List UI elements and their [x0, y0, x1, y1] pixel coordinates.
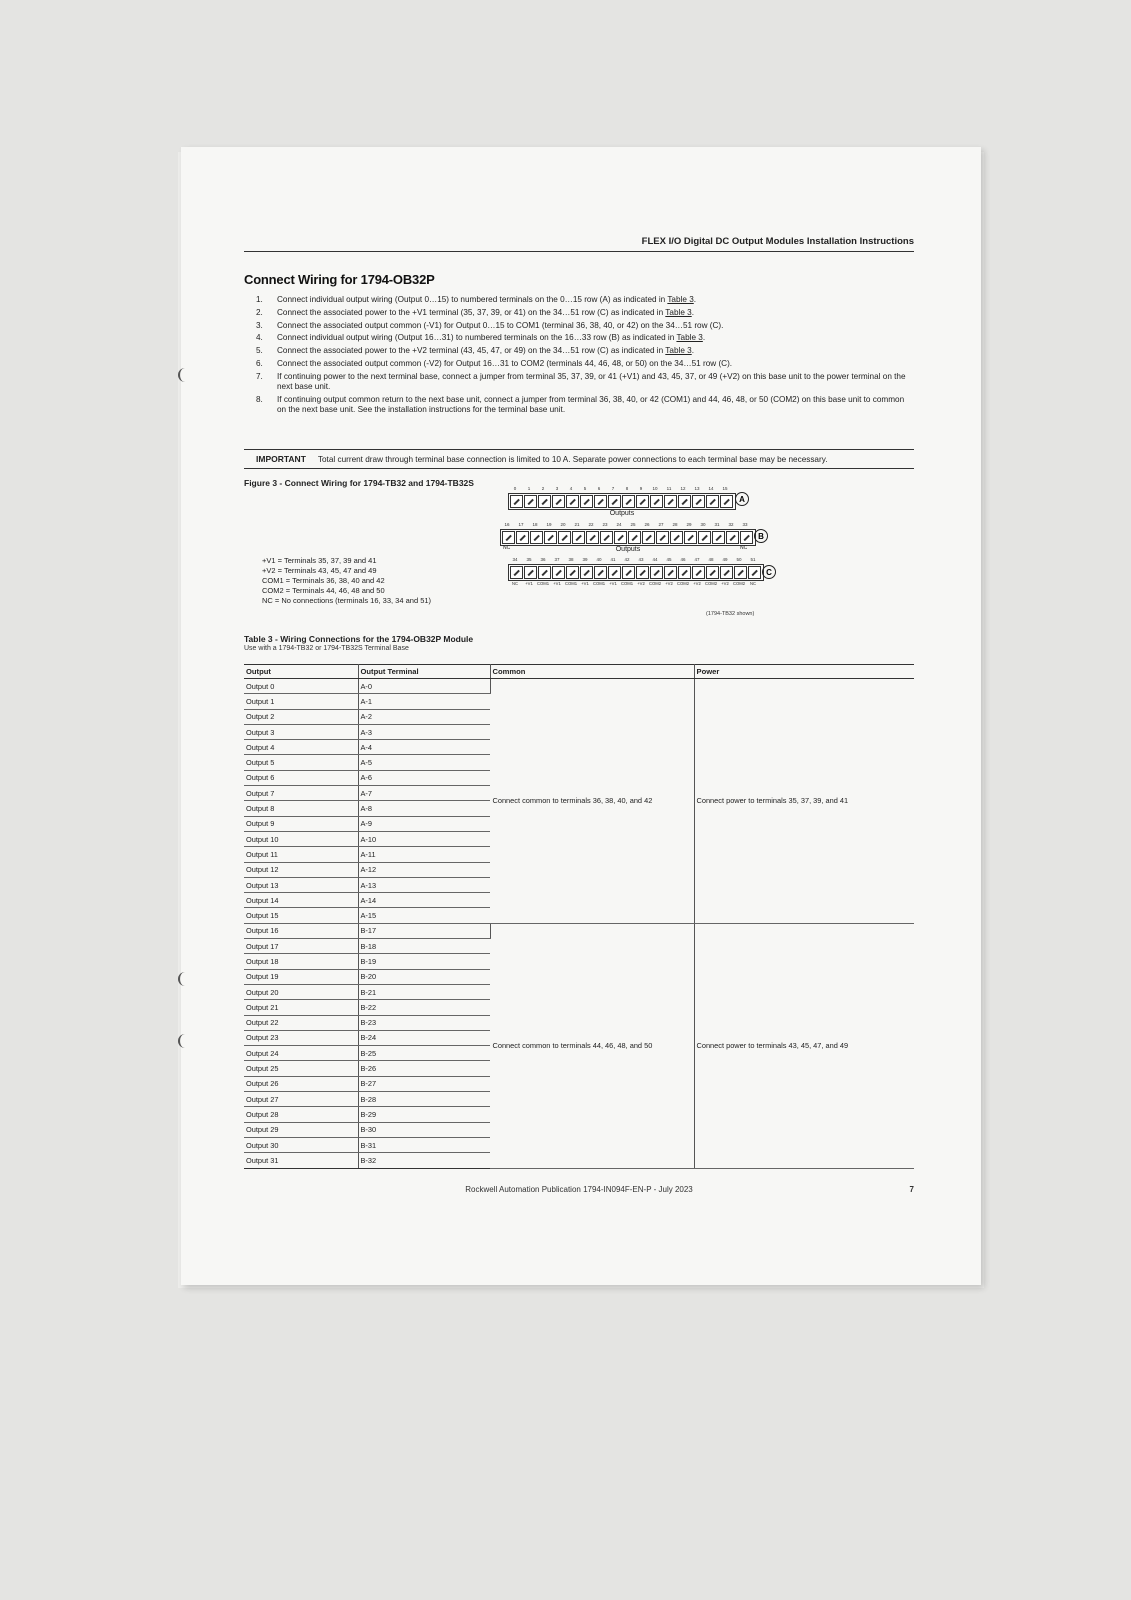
terminal-cell: B-23: [358, 1015, 490, 1030]
terminal-number: 39: [582, 557, 588, 562]
figure-note: (1794-TB32 shown): [706, 611, 755, 617]
terminal-function-label: COM1: [620, 581, 634, 586]
table-reference-link[interactable]: Table 3: [665, 346, 692, 356]
step-item: [244, 359, 914, 369]
terminal-number: 37: [554, 557, 560, 562]
table-reference-link[interactable]: Table 3: [667, 295, 694, 304]
col-header-common: Common: [490, 665, 694, 679]
terminal-number: 43: [638, 557, 644, 562]
terminal-number: 27: [658, 522, 664, 527]
col-header-output: Output: [244, 665, 358, 679]
screw-terminal: [510, 495, 523, 508]
step-text: Connect individual output wiring (Output 16…31) to numbered terminals on the 16…33 row (B) as indicated in: [277, 333, 677, 343]
step-item: [244, 321, 914, 331]
step-item: [244, 308, 914, 318]
screw-terminal: [636, 495, 649, 508]
output-cell: Output 25: [244, 1061, 358, 1076]
terminal-function-label: COM1: [592, 581, 606, 586]
terminal-number: 3: [555, 486, 559, 491]
screw-terminal: [628, 531, 641, 544]
output-cell: Output 19: [244, 969, 358, 984]
legend-entry: +V2 = Terminals 43, 45, 47 and 49: [262, 566, 377, 575]
output-cell: Output 12: [244, 862, 358, 877]
terminal-cell: A-4: [358, 740, 490, 755]
publication-info: Rockwell Automation Publication 1794-IN094F-EN-P - July 2023: [465, 1185, 693, 1194]
output-cell: Output 24: [244, 1046, 358, 1061]
step-end: .: [693, 295, 697, 304]
output-cell: Output 2: [244, 709, 358, 724]
terminal-function-label: +V2: [665, 581, 673, 586]
terminal-cell: B-27: [358, 1076, 490, 1091]
terminal-number: 51: [750, 557, 756, 562]
terminal-function-label: COM2: [676, 581, 690, 586]
screw-terminal: [566, 566, 579, 579]
output-cell: Output 27: [244, 1092, 358, 1107]
step-number: 3.: [256, 320, 263, 330]
screw-terminal: [552, 495, 565, 508]
output-cell: Output 1: [244, 694, 358, 709]
terminal-cell: B-17: [358, 923, 490, 938]
terminal-number: 23: [602, 522, 608, 527]
screw-terminal: [692, 495, 705, 508]
terminal-number: 4: [569, 486, 573, 491]
terminal-cell: A-5: [358, 755, 490, 770]
terminal-cell: B-21: [358, 984, 490, 999]
terminal-function-label: +V1: [525, 581, 533, 586]
terminal-cell: A-6: [358, 770, 490, 785]
output-cell: Output 3: [244, 724, 358, 739]
row-c-numbers: [508, 557, 764, 564]
nc-label-right: NC: [740, 545, 748, 551]
step-text: Connect the associated output common (-V2) for Output 16…31 to COM2 (terminals 44, 46, 48, or 50) on the 34…51 row (C).: [277, 358, 733, 368]
screw-terminal: [530, 531, 543, 544]
output-cell: Output 6: [244, 770, 358, 785]
screw-terminal: [538, 495, 551, 508]
legend-entry: +V1 = Terminals 35, 37, 39 and 41: [262, 556, 377, 565]
table-reference-link[interactable]: Table 3: [665, 307, 692, 317]
output-cell: Output 8: [244, 801, 358, 816]
screw-terminal: [740, 531, 753, 544]
step-number: 1.: [256, 295, 263, 304]
output-cell: Output 16: [244, 923, 358, 938]
terminal-cell: A-12: [358, 862, 490, 877]
terminal-number: 1: [527, 486, 531, 491]
terminal-cell: B-18: [358, 939, 490, 954]
terminal-function-label: +V1: [581, 581, 589, 586]
step-number: 4.: [256, 333, 263, 343]
step-end: .: [691, 307, 694, 317]
row-c-tag: C: [762, 565, 776, 579]
step-item: [244, 372, 914, 392]
terminal-number: 15: [722, 486, 728, 491]
output-cell: Output 30: [244, 1137, 358, 1152]
terminal-number: 13: [694, 486, 700, 491]
table-header-row: [244, 665, 914, 679]
terminal-cell: A-15: [358, 908, 490, 923]
col-header-power: Power: [694, 665, 914, 679]
step-number: 7.: [256, 371, 263, 381]
wiring-table: [244, 664, 914, 1169]
screw-terminal: [502, 531, 515, 544]
step-text: Connect the associated power to the +V1 terminal (35, 37, 39, or 41) on the 34…51 row (C) as indicated in: [277, 307, 666, 317]
terminal-number: 7: [611, 486, 615, 491]
terminal-number: 36: [540, 557, 546, 562]
terminal-number: 19: [546, 522, 552, 527]
terminal-cell: A-9: [358, 816, 490, 831]
terminal-number: 44: [652, 557, 658, 562]
screw-terminal: [552, 566, 565, 579]
legend-entry: COM2 = Terminals 44, 46, 48 and 50: [262, 586, 385, 595]
screw-terminal: [594, 495, 607, 508]
screw-terminal: [510, 566, 523, 579]
terminal-cell: A-3: [358, 724, 490, 739]
screw-terminal: [720, 566, 733, 579]
outputs-label: Outputs: [609, 510, 635, 517]
screw-terminal: [720, 495, 733, 508]
common-cell: Connect common to terminals 44, 46, 48, and 50: [490, 923, 694, 1168]
terminal-cell: A-13: [358, 877, 490, 892]
output-cell: Output 22: [244, 1015, 358, 1030]
screw-terminal: [712, 531, 725, 544]
terminal-cell: B-29: [358, 1107, 490, 1122]
step-number: 8.: [256, 394, 263, 404]
screw-terminal: [650, 495, 663, 508]
row-b-terminals: [500, 529, 756, 546]
terminal-number: 26: [644, 522, 650, 527]
terminal-number: 10: [652, 486, 658, 491]
screw-terminal: [608, 566, 621, 579]
screw-terminal: [544, 531, 557, 544]
output-cell: Output 29: [244, 1122, 358, 1137]
step-number: 6.: [256, 358, 263, 368]
step-text: If continuing output common return to the next base unit, connect a jumper from terminal 36, 38, 40, or 42 (COM1) and 44, 46, 48, or 50 (COM2) on this base unit to common on the next base unit. See the installation instructions for the terminal base unit.: [277, 394, 905, 414]
row-b-tag: B: [754, 529, 768, 543]
terminal-cell: B-28: [358, 1092, 490, 1107]
figure-legend: [262, 556, 431, 606]
legend-entry: COM1 = Terminals 36, 38, 40 and 42: [262, 576, 385, 585]
terminal-row-b: [500, 522, 756, 553]
screw-terminal: [516, 531, 529, 544]
output-cell: Output 31: [244, 1153, 358, 1168]
terminal-number: 11: [666, 486, 672, 491]
screw-terminal: [608, 495, 621, 508]
row-a-tag: A: [735, 492, 749, 506]
terminal-function-label: COM2: [648, 581, 662, 586]
screw-terminal: [642, 531, 655, 544]
terminal-number: 33: [742, 522, 748, 527]
terminal-number: 6: [597, 486, 601, 491]
terminal-number: 18: [532, 522, 538, 527]
screw-terminal: [678, 495, 691, 508]
step-end: .: [702, 333, 706, 343]
row-a-numbers: [508, 486, 736, 493]
terminal-cell: A-14: [358, 893, 490, 908]
terminal-cell: A-10: [358, 831, 490, 846]
row-c-labels: [508, 581, 764, 588]
terminal-number: 29: [686, 522, 692, 527]
output-cell: Output 5: [244, 755, 358, 770]
step-item: [244, 395, 914, 415]
terminal-cell: B-24: [358, 1030, 490, 1045]
page-number: 7: [909, 1185, 914, 1194]
terminal-number: 21: [574, 522, 580, 527]
terminal-function-label: +V2: [721, 581, 729, 586]
terminal-number: 49: [722, 557, 728, 562]
terminal-number: 47: [694, 557, 700, 562]
screw-terminal: [524, 566, 537, 579]
screw-terminal: [726, 531, 739, 544]
terminal-number: 32: [728, 522, 734, 527]
terminal-cell: B-22: [358, 1000, 490, 1015]
screw-terminal: [650, 566, 663, 579]
screw-terminal: [538, 566, 551, 579]
terminal-number: 34: [512, 557, 518, 562]
screw-terminal: [580, 495, 593, 508]
important-text: Total current draw through terminal base connection is limited to 10 A. Separate power connections to each terminal base may be necessary.: [317, 455, 828, 464]
terminal-number: 22: [588, 522, 594, 527]
output-cell: Output 17: [244, 939, 358, 954]
terminal-cell: B-26: [358, 1061, 490, 1076]
running-header: FLEX I/O Digital DC Output Modules Installation Instructions: [244, 236, 914, 252]
output-cell: Output 14: [244, 893, 358, 908]
screw-terminal: [594, 566, 607, 579]
terminal-function-label: COM2: [732, 581, 746, 586]
terminal-number: 50: [736, 557, 742, 562]
step-end: .: [691, 346, 694, 356]
power-cell: Connect power to terminals 43, 45, 47, and 49: [694, 923, 914, 1168]
table-row: [244, 923, 914, 938]
terminal-function-label: NC: [749, 581, 757, 586]
terminal-number: 42: [624, 557, 630, 562]
terminal-number: 41: [610, 557, 616, 562]
output-cell: Output 20: [244, 984, 358, 999]
table-caption: Table 3 - Wiring Connections for the 1794-OB32P Module: [244, 634, 474, 644]
screw-terminal: [692, 566, 705, 579]
terminal-function-label: +V2: [693, 581, 701, 586]
power-cell: Connect power to terminals 35, 37, 39, and 41: [694, 679, 914, 924]
screw-terminal: [524, 495, 537, 508]
staple: [178, 1034, 196, 1048]
terminal-cell: A-8: [358, 801, 490, 816]
terminal-function-label: +V2: [637, 581, 645, 586]
terminal-cell: B-31: [358, 1137, 490, 1152]
step-item: [244, 295, 914, 305]
step-number: 2.: [256, 307, 263, 317]
screw-terminal: [572, 531, 585, 544]
terminal-cell: B-20: [358, 969, 490, 984]
output-cell: Output 18: [244, 954, 358, 969]
screw-terminal: [664, 566, 677, 579]
staple: [178, 972, 196, 986]
screw-terminal: [706, 566, 719, 579]
outputs-label-b: Outputs: [615, 546, 641, 553]
nc-label-left: NC: [503, 545, 511, 551]
terminal-number: 2: [541, 486, 545, 491]
terminal-number: 20: [560, 522, 566, 527]
terminal-function-label: +V1: [553, 581, 561, 586]
output-cell: Output 7: [244, 786, 358, 801]
step-text: If continuing power to the next terminal base, connect a jumper from terminal 35, 37, 39, or 41 (+V1) and 43, 45, 37, or 49 (+V2) on this base unit to the power terminal on the next base unit.: [277, 371, 906, 391]
screw-terminal: [586, 531, 599, 544]
terminal-number: 14: [708, 486, 714, 491]
section-title: Connect Wiring for 1794-OB32P: [244, 272, 435, 287]
output-cell: Output 13: [244, 877, 358, 892]
step-item: [244, 333, 914, 343]
output-cell: Output 28: [244, 1107, 358, 1122]
output-cell: Output 10: [244, 831, 358, 846]
step-number: 5.: [256, 346, 263, 356]
important-note: [244, 449, 914, 469]
important-label: IMPORTANT: [256, 454, 306, 464]
screw-terminal: [734, 566, 747, 579]
output-cell: Output 9: [244, 816, 358, 831]
terminal-number: 28: [672, 522, 678, 527]
screw-terminal: [614, 531, 627, 544]
screw-terminal: [698, 531, 711, 544]
screw-terminal: [678, 566, 691, 579]
terminal-cell: B-25: [358, 1046, 490, 1061]
figure-caption: Figure 3 - Connect Wiring for 1794-TB32 and 1794-TB32S: [244, 478, 474, 488]
legend-entry: NC = No connections (terminals 16, 33, 34 and 51): [262, 596, 432, 605]
screw-terminal: [580, 566, 593, 579]
output-cell: Output 11: [244, 847, 358, 862]
col-header-terminal: Output Terminal: [358, 665, 490, 679]
table-body: [244, 679, 914, 1169]
terminal-number: 45: [666, 557, 672, 562]
row-a-terminals: [508, 493, 736, 510]
terminal-cell: A-1: [358, 694, 490, 709]
row-b-numbers: [500, 522, 756, 529]
screw-terminal: [558, 531, 571, 544]
screw-terminal: [566, 495, 579, 508]
terminal-number: 16: [504, 522, 510, 527]
screw-terminal: [684, 531, 697, 544]
terminal-number: 5: [583, 486, 587, 491]
instruction-steps: [244, 295, 914, 417]
terminal-row-a: [508, 486, 736, 517]
screw-terminal: [748, 566, 761, 579]
screw-terminal: [656, 531, 669, 544]
screw-terminal: [670, 531, 683, 544]
output-cell: Output 0: [244, 679, 358, 694]
terminal-number: 12: [680, 486, 686, 491]
terminal-cell: A-7: [358, 786, 490, 801]
output-cell: Output 26: [244, 1076, 358, 1091]
screw-terminal: [636, 566, 649, 579]
step-text: Connect individual output wiring (Output 0…15) to numbered terminals on the 0…15 row (A) as indicated in: [277, 295, 668, 304]
terminal-cell: B-32: [358, 1153, 490, 1168]
terminal-number: 31: [714, 522, 720, 527]
screw-terminal: [600, 531, 613, 544]
terminal-number: 48: [708, 557, 714, 562]
terminal-number: 35: [526, 557, 532, 562]
output-cell: Output 21: [244, 1000, 358, 1015]
terminal-number: 46: [680, 557, 686, 562]
terminal-number: 40: [596, 557, 602, 562]
screw-terminal: [622, 495, 635, 508]
screw-terminal: [664, 495, 677, 508]
terminal-function-label: +V1: [609, 581, 617, 586]
output-cell: Output 4: [244, 740, 358, 755]
screw-terminal: [622, 566, 635, 579]
table-reference-link[interactable]: Table 3: [676, 333, 703, 343]
terminal-row-c: [508, 557, 764, 588]
terminal-number: 9: [639, 486, 643, 491]
step-text: Connect the associated output common (-V1) for Output 0…15 to COM1 (terminal 36, 38, 40, or 42) on the 34…51 row (C).: [277, 320, 724, 330]
table-subcaption: Use with a 1794-TB32 or 1794-TB32S Terminal Base: [244, 645, 409, 652]
terminal-cell: A-0: [358, 679, 490, 694]
terminal-number: 30: [700, 522, 706, 527]
step-text: Connect the associated power to the +V2 terminal (43, 45, 47, or 49) on the 34…51 row (C) as indicated in: [277, 346, 666, 356]
staple: [178, 368, 196, 382]
table-row: [244, 679, 914, 694]
terminal-cell: B-19: [358, 954, 490, 969]
terminal-number: 24: [616, 522, 622, 527]
terminal-cell: A-11: [358, 847, 490, 862]
terminal-cell: A-2: [358, 709, 490, 724]
terminal-function-label: COM2: [704, 581, 718, 586]
terminal-function-label: NC: [511, 581, 519, 586]
terminal-number: 25: [630, 522, 636, 527]
screw-terminal: [706, 495, 719, 508]
terminal-cell: B-30: [358, 1122, 490, 1137]
terminal-number: 38: [568, 557, 574, 562]
terminal-number: 8: [625, 486, 629, 491]
terminal-number: 0: [513, 486, 517, 491]
output-cell: Output 23: [244, 1030, 358, 1045]
row-c-terminals: [508, 564, 764, 581]
step-item: [244, 346, 914, 356]
common-cell: Connect common to terminals 36, 38, 40, and 42: [490, 679, 694, 924]
terminal-number: 17: [518, 522, 524, 527]
terminal-function-label: COM1: [536, 581, 550, 586]
terminal-function-label: COM1: [564, 581, 578, 586]
output-cell: Output 15: [244, 908, 358, 923]
